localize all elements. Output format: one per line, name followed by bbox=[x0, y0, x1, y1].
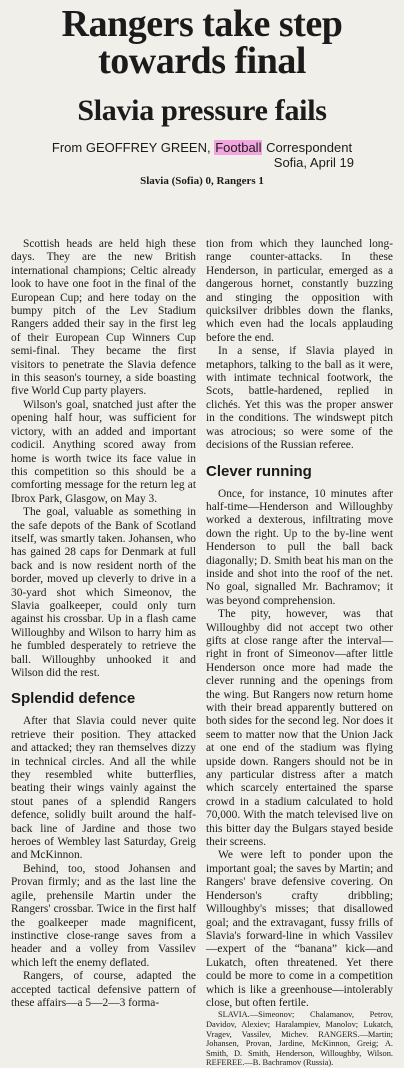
left-paragraph: Rangers, of course, adapted the accepted tactical defensive pattern of these affairs—a 5—2—3 forma- bbox=[11, 970, 196, 1009]
match-score: Slavia (Sofia) 0, Rangers 1 bbox=[140, 175, 264, 187]
left-column bbox=[11, 238, 196, 1010]
byline-highlight: Football bbox=[215, 140, 262, 155]
left-paragraph: Wilson's goal, snatched just after the opening half hour, was sufficient for victory, with an added and important codicil. Anything scored away from home is worth twice its face value in this competition so this should be a comforting message for the return leg at Ibrox Park, Glasgow, on May 3. bbox=[11, 398, 196, 505]
left-paragraph: After that Slavia could never quite retrieve their position. They attacked and attacked; they ran themselves dizzy in technical circles. And all the while they resembled white butterflies, beating their wings vainly against the stout panes of a splendid Rangers defence, solidly built around the half-back line of Jardine and those two heroes of Wembley last Saturday, Greig and McKinnon. bbox=[11, 715, 196, 862]
right-column bbox=[206, 238, 393, 1068]
right-paragraph: Once, for instance, 10 minutes after half-time—Henderson and Willoughby worked a dexterous, infiltrating move down the right. Up to the by-line went Henderson to pull the ball back diagonally; D. Smith beat his man on the inside and shot into the roof of the net. No goal, signalled Mr. Bachramov; it was beyond comprehension. bbox=[206, 487, 393, 607]
section-heading-clever-running: Clever running bbox=[206, 462, 312, 480]
right-paragraph: In a sense, if Slavia played in metaphors, talking to the ball as it were, with intimate technical footwork, the Scots, battle-hardened, replied in clichés. Yet this was the proper answer in the conditions. The windswept pitch was atrocious; so were some of the decisions of the Russian referee. bbox=[206, 345, 393, 452]
left-paragraph: The goal, valuable as something in the safe depots of the Bank of Scotland itself, was smartly taken. Johansen, who has gained 28 caps for Denmark at full back and is now resident north of the border, moved up cleverly to drive in a 30-yard shot which Simeonov, the Slavia goalkeeper, could only turn against his crossbar. Up in a flash came Willoughby and Wilson to harry him as he fumbled desperately to retrieve the ball. Willoughby unhooked it and Wilson did the rest. bbox=[11, 506, 196, 679]
headline: Rangers take step towards final bbox=[61, 3, 343, 82]
subheadline: Slavia pressure fails bbox=[77, 94, 327, 127]
left-paragraph: Scottish heads are held high these days. They are the new British international champions; Celtic already look to have one foot in the final of the European Cup; and here today on the bumpy pitch of the Lev Stadium Rangers added their say in the first leg of their European Cup Winners Cup semi-final. They became the first visitors to penetrate the Slavia defence in this season's tourney, a side boasting five World Cup party players. bbox=[11, 238, 196, 398]
right-paragraph: The pity, however, was that Willoughby did not accept two other gifts at close range after the interval—right in front of Simeonov—after little Henderson once more had made the clever running and the openings from the wing. But Rangers now return home with their bread apparently buttered on both sides for the second leg. Nor does it seem to matter now that the Union Jack at one end of the stadium was flying upside down. Rangers should not be in any particular distress after a match which scarcely entertained the sparse crowd in a stadium calculated to hold 70,000. With the match televised live on this bitter day the Bulgars stayed beside their screens. bbox=[206, 608, 393, 849]
byline bbox=[0, 128, 404, 170]
byline-prefix: From GEOFFREY GREEN, bbox=[51, 140, 211, 155]
team-lineups: SLAVIA.—Simeonov; Chalamanov, Petrov, Davidov, Alexiev; Haralampiev, Manolov; Lukatch, Vragev, Vassilev, Michev. RANGERS.—Martin; Johansen, Provan, Jardine, McKinnon, Greig; A. Smith, D. Smith, Henderson, Willoughby, Wilson. REFEREE.—B. Bachramov (Russia). bbox=[206, 1010, 393, 1068]
section-heading-splendid-defence: Splendid defence bbox=[11, 690, 136, 708]
right-paragraph: tion from which they launched long-range counter-attacks. In these Henderson, in particular, emerged as a dangerous hornet, constantly buzzing and stinging the opposition with quicksilver dribbles down the flanks, which even had the locals applauding before the end. bbox=[206, 238, 393, 344]
right-paragraph: We were left to ponder upon the important goal; the saves by Martin; and Rangers' brave defensive covering. On Henderson's crafty dribbling; Willoughby's misses; that disallowed goal; and the extravagant, fussy frills of Slavia's forward-line in which Vassilev—expert of the “banana” kick—and Lukatch, often threatened. Yet there could be more to come in a competition which is like a greenhouse—intolerably close, but often fertile. bbox=[206, 849, 393, 1009]
byline-suffix: Correspondent bbox=[266, 140, 353, 155]
left-paragraph: Behind, too, stood Johansen and Provan firmly; and as the last line the agile, prehensile Martin under the Rangers' crossbar. Twice in the first half the goalkeeper made magnificent, instinctive close-range saves from a header and a volley from Vassilev which left the enemy deflated. bbox=[11, 862, 196, 969]
dateline: Sofia, April 19 bbox=[273, 155, 354, 170]
